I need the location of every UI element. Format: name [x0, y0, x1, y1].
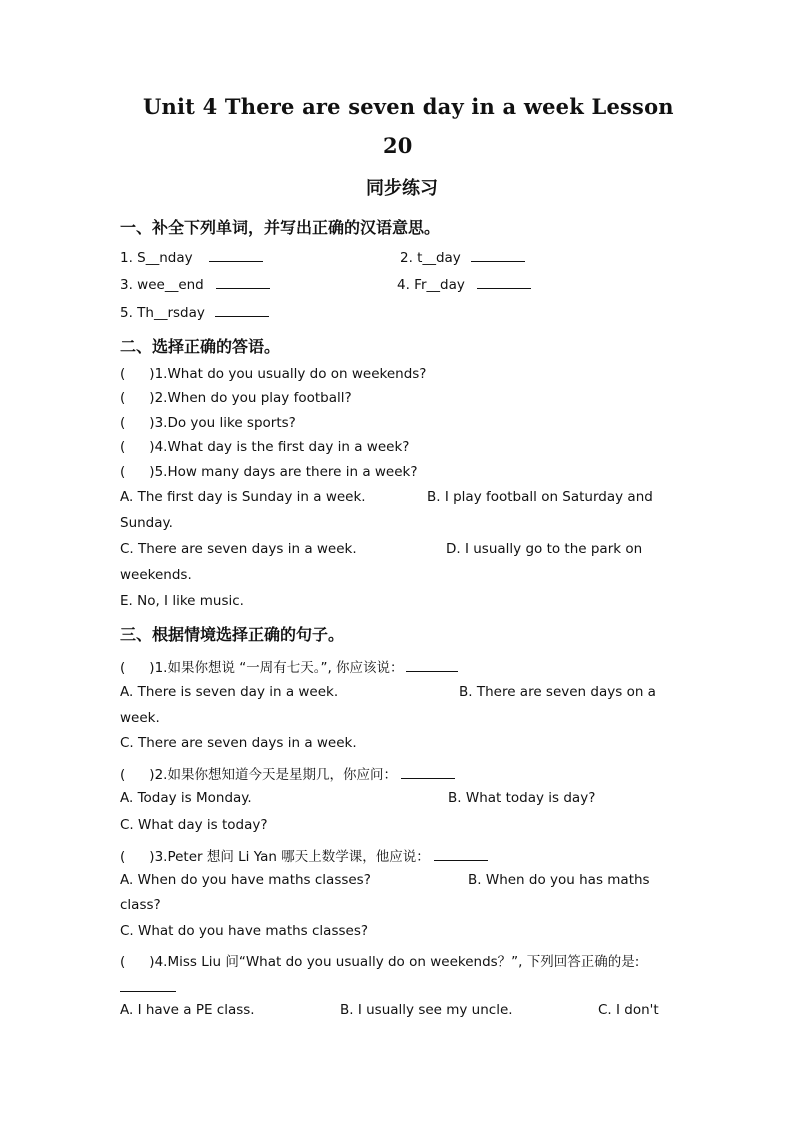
q2-option-a: A. Today is Monday.	[120, 790, 252, 806]
q3-option-b: B. When do you has maths	[468, 872, 650, 888]
answer-blank[interactable]	[216, 276, 270, 289]
section1-heading: 一、补全下列单词，并写出正确的汉语意思。	[120, 218, 441, 237]
page-subtitle: 同步练习	[366, 178, 438, 199]
option-b-cont: Sunday.	[120, 515, 173, 531]
q2-option-b: B. What today is day?	[448, 790, 596, 806]
word-item-1: 1. S__nday	[120, 249, 263, 266]
word-item-3: 3. wee__end	[120, 276, 270, 293]
question-row: ( )2.When do you play football?	[120, 390, 352, 406]
q4-option-c: C. I don't	[598, 1002, 659, 1018]
section2-heading: 二、选择正确的答语。	[120, 337, 281, 356]
question-row: ( )5.How many days are there in a week?	[120, 464, 418, 480]
answer-blank[interactable]	[434, 848, 488, 861]
word-item-5: 5. Th__rsday	[120, 304, 269, 321]
q3-option-c: C. What do you have maths classes?	[120, 923, 369, 939]
word-item-4: 4. Fr__day	[397, 276, 531, 293]
q4-option-a: A. I have a PE class.	[120, 1002, 255, 1018]
answer-blank[interactable]	[120, 977, 176, 992]
answer-blank[interactable]	[471, 249, 525, 262]
question-row: ( )1.如果你想说 “一周有七天。”, 你应该说：	[120, 656, 458, 676]
question-row: ( )3.Peter 想问 Li Yan 哪天上数学课，他应说：	[120, 845, 488, 865]
option-c: C. There are seven days in a week.	[120, 541, 357, 557]
q1-option-b: B. There are seven days on a	[459, 684, 656, 700]
answer-blank[interactable]	[477, 276, 531, 289]
question-row: ( )2.如果你想知道今天是星期几，你应问：	[120, 763, 455, 783]
option-d-cont: weekends.	[120, 567, 192, 583]
answer-blank[interactable]	[209, 249, 263, 262]
q1-option-a: A. There is seven day in a week.	[120, 684, 339, 700]
q3-option-a: A. When do you have maths classes?	[120, 872, 371, 888]
page-title-line2: 20	[383, 133, 413, 158]
question-row: ( )4.Miss Liu 问“What do you usually do on weekends？”, 下列回答正确的是:	[120, 954, 640, 970]
question-row: ( )3.Do you like sports?	[120, 415, 296, 431]
answer-blank[interactable]	[401, 766, 455, 779]
section3-heading: 三、根据情境选择正确的句子。	[120, 625, 345, 644]
option-d: D. I usually go to the park on	[446, 541, 643, 557]
word-item-2: 2. t__day	[400, 249, 525, 266]
question-row: ( )1.What do you usually do on weekends?	[120, 366, 427, 382]
q3-option-b-cont: class?	[120, 897, 161, 913]
answer-blank[interactable]	[215, 304, 269, 317]
q2-option-c: C. What day is today?	[120, 817, 268, 833]
option-a: A. The first day is Sunday in a week.	[120, 489, 366, 505]
q1-option-b-cont: week.	[120, 710, 160, 726]
page-title: Unit 4 There are seven day in a week Lesson	[143, 94, 674, 119]
option-e: E. No, I like music.	[120, 593, 244, 609]
option-b: B. I play football on Saturday and	[427, 489, 653, 505]
q1-option-c: C. There are seven days in a week.	[120, 735, 357, 751]
q4-option-b: B. I usually see my uncle.	[340, 1002, 513, 1018]
answer-blank[interactable]	[406, 659, 458, 672]
question-row: ( )4.What day is the first day in a week?	[120, 439, 410, 455]
